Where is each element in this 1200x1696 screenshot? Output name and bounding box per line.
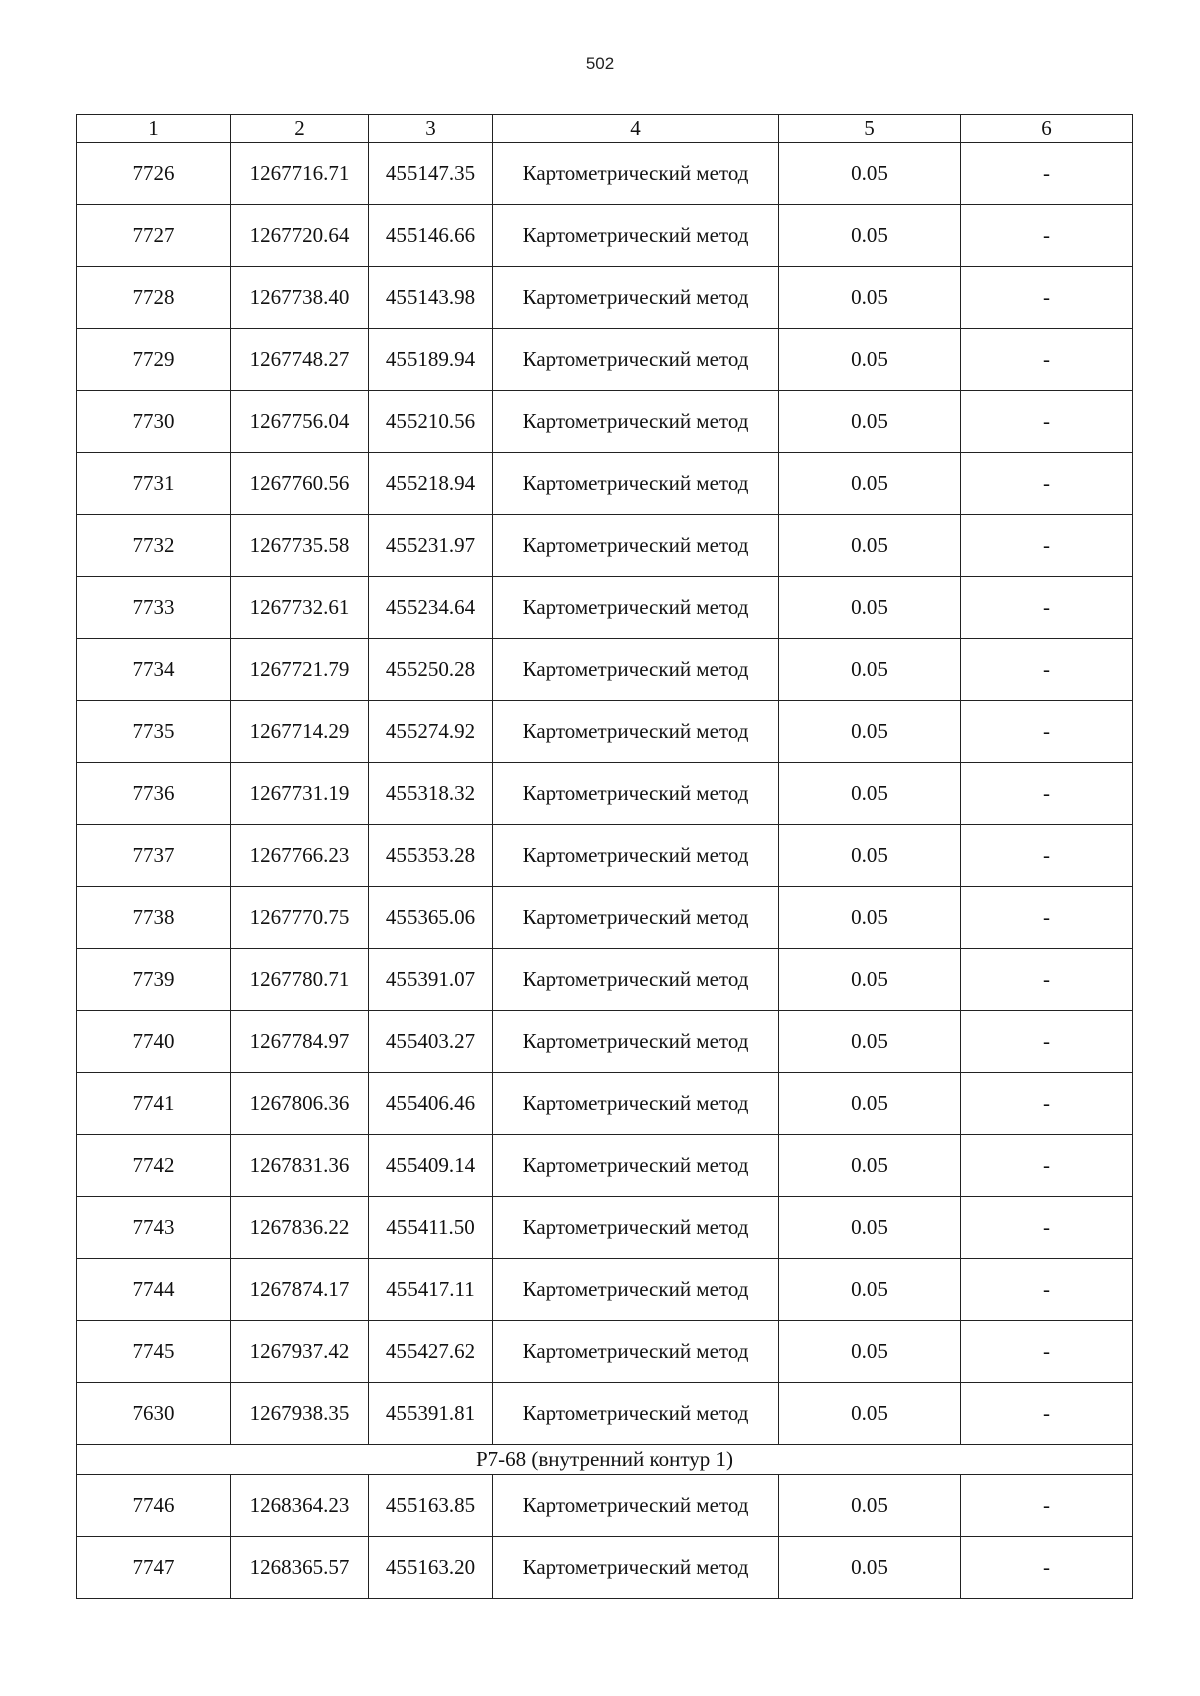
table-row xyxy=(77,267,1133,329)
table-row xyxy=(77,1073,1133,1135)
note-cell: - xyxy=(961,1537,1133,1599)
y-coordinate-cell: 455406.46 xyxy=(369,1073,493,1135)
section-row xyxy=(77,1445,1133,1475)
y-coordinate-cell: 455409.14 xyxy=(369,1135,493,1197)
table-row xyxy=(77,453,1133,515)
accuracy-cell: 0.05 xyxy=(779,887,961,949)
note-cell: - xyxy=(961,453,1133,515)
y-coordinate-cell: 455147.35 xyxy=(369,143,493,205)
method-cell: Картометрический метод xyxy=(493,1383,779,1445)
point-number-cell: 7630 xyxy=(77,1383,231,1445)
accuracy-cell: 0.05 xyxy=(779,1475,961,1537)
method-cell: Картометрический метод xyxy=(493,1197,779,1259)
table-row xyxy=(77,1383,1133,1445)
y-coordinate-cell: 455210.56 xyxy=(369,391,493,453)
note-cell: - xyxy=(961,329,1133,391)
method-cell: Картометрический метод xyxy=(493,577,779,639)
method-cell: Картометрический метод xyxy=(493,1135,779,1197)
x-coordinate-cell: 1267738.40 xyxy=(231,267,369,329)
column-header-5: 5 xyxy=(779,115,961,143)
point-number-cell: 7726 xyxy=(77,143,231,205)
point-number-cell: 7744 xyxy=(77,1259,231,1321)
note-cell: - xyxy=(961,1383,1133,1445)
table-row xyxy=(77,949,1133,1011)
note-cell: - xyxy=(961,143,1133,205)
point-number-cell: 7746 xyxy=(77,1475,231,1537)
section-title: Р7-68 (внутренний контур 1) xyxy=(77,1445,1133,1475)
note-cell: - xyxy=(961,1197,1133,1259)
method-cell: Картометрический метод xyxy=(493,949,779,1011)
x-coordinate-cell: 1268364.23 xyxy=(231,1475,369,1537)
y-coordinate-cell: 455163.85 xyxy=(369,1475,493,1537)
x-coordinate-cell: 1267735.58 xyxy=(231,515,369,577)
note-cell: - xyxy=(961,1475,1133,1537)
table-row xyxy=(77,825,1133,887)
method-cell: Картометрический метод xyxy=(493,453,779,515)
table-row xyxy=(77,639,1133,701)
x-coordinate-cell: 1267874.17 xyxy=(231,1259,369,1321)
accuracy-cell: 0.05 xyxy=(779,763,961,825)
note-cell: - xyxy=(961,763,1133,825)
point-number-cell: 7728 xyxy=(77,267,231,329)
accuracy-cell: 0.05 xyxy=(779,1537,961,1599)
accuracy-cell: 0.05 xyxy=(779,391,961,453)
x-coordinate-cell: 1267721.79 xyxy=(231,639,369,701)
y-coordinate-cell: 455427.62 xyxy=(369,1321,493,1383)
point-number-cell: 7731 xyxy=(77,453,231,515)
point-number-cell: 7727 xyxy=(77,205,231,267)
method-cell: Картометрический метод xyxy=(493,1475,779,1537)
accuracy-cell: 0.05 xyxy=(779,577,961,639)
x-coordinate-cell: 1267732.61 xyxy=(231,577,369,639)
method-cell: Картометрический метод xyxy=(493,1321,779,1383)
point-number-cell: 7729 xyxy=(77,329,231,391)
table-row xyxy=(77,515,1133,577)
y-coordinate-cell: 455417.11 xyxy=(369,1259,493,1321)
accuracy-cell: 0.05 xyxy=(779,267,961,329)
accuracy-cell: 0.05 xyxy=(779,701,961,763)
accuracy-cell: 0.05 xyxy=(779,1383,961,1445)
point-number-cell: 7737 xyxy=(77,825,231,887)
accuracy-cell: 0.05 xyxy=(779,1321,961,1383)
table-row xyxy=(77,577,1133,639)
table-row xyxy=(77,763,1133,825)
y-coordinate-cell: 455163.20 xyxy=(369,1537,493,1599)
method-cell: Картометрический метод xyxy=(493,391,779,453)
x-coordinate-cell: 1267770.75 xyxy=(231,887,369,949)
note-cell: - xyxy=(961,1011,1133,1073)
point-number-cell: 7743 xyxy=(77,1197,231,1259)
note-cell: - xyxy=(961,887,1133,949)
table-row xyxy=(77,1259,1133,1321)
note-cell: - xyxy=(961,577,1133,639)
y-coordinate-cell: 455189.94 xyxy=(369,329,493,391)
x-coordinate-cell: 1267937.42 xyxy=(231,1321,369,1383)
table-row xyxy=(77,701,1133,763)
y-coordinate-cell: 455403.27 xyxy=(369,1011,493,1073)
accuracy-cell: 0.05 xyxy=(779,949,961,1011)
method-cell: Картометрический метод xyxy=(493,143,779,205)
point-number-cell: 7732 xyxy=(77,515,231,577)
table-row xyxy=(77,205,1133,267)
table-header-row xyxy=(77,115,1133,143)
point-number-cell: 7738 xyxy=(77,887,231,949)
note-cell: - xyxy=(961,825,1133,887)
table-row xyxy=(77,1011,1133,1073)
point-number-cell: 7733 xyxy=(77,577,231,639)
column-header-1: 1 xyxy=(77,115,231,143)
point-number-cell: 7730 xyxy=(77,391,231,453)
table-row xyxy=(77,1197,1133,1259)
accuracy-cell: 0.05 xyxy=(779,1135,961,1197)
column-header-2: 2 xyxy=(231,115,369,143)
y-coordinate-cell: 455274.92 xyxy=(369,701,493,763)
table-row xyxy=(77,887,1133,949)
y-coordinate-cell: 455143.98 xyxy=(369,267,493,329)
x-coordinate-cell: 1267766.23 xyxy=(231,825,369,887)
note-cell: - xyxy=(961,391,1133,453)
x-coordinate-cell: 1267731.19 xyxy=(231,763,369,825)
column-header-3: 3 xyxy=(369,115,493,143)
y-coordinate-cell: 455231.97 xyxy=(369,515,493,577)
x-coordinate-cell: 1267836.22 xyxy=(231,1197,369,1259)
note-cell: - xyxy=(961,205,1133,267)
table-row xyxy=(77,329,1133,391)
x-coordinate-cell: 1267780.71 xyxy=(231,949,369,1011)
method-cell: Картометрический метод xyxy=(493,825,779,887)
point-number-cell: 7745 xyxy=(77,1321,231,1383)
table-row xyxy=(77,1135,1133,1197)
x-coordinate-cell: 1267748.27 xyxy=(231,329,369,391)
y-coordinate-cell: 455218.94 xyxy=(369,453,493,515)
point-number-cell: 7736 xyxy=(77,763,231,825)
column-header-6: 6 xyxy=(961,115,1133,143)
accuracy-cell: 0.05 xyxy=(779,639,961,701)
y-coordinate-cell: 455353.28 xyxy=(369,825,493,887)
column-header-4: 4 xyxy=(493,115,779,143)
x-coordinate-cell: 1267760.56 xyxy=(231,453,369,515)
method-cell: Картометрический метод xyxy=(493,1259,779,1321)
y-coordinate-cell: 455411.50 xyxy=(369,1197,493,1259)
point-number-cell: 7742 xyxy=(77,1135,231,1197)
note-cell: - xyxy=(961,701,1133,763)
x-coordinate-cell: 1268365.57 xyxy=(231,1537,369,1599)
method-cell: Картометрический метод xyxy=(493,701,779,763)
accuracy-cell: 0.05 xyxy=(779,205,961,267)
accuracy-cell: 0.05 xyxy=(779,453,961,515)
y-coordinate-cell: 455146.66 xyxy=(369,205,493,267)
point-number-cell: 7739 xyxy=(77,949,231,1011)
x-coordinate-cell: 1267806.36 xyxy=(231,1073,369,1135)
note-cell: - xyxy=(961,1135,1133,1197)
method-cell: Картометрический метод xyxy=(493,267,779,329)
point-number-cell: 7734 xyxy=(77,639,231,701)
y-coordinate-cell: 455391.07 xyxy=(369,949,493,1011)
method-cell: Картометрический метод xyxy=(493,515,779,577)
accuracy-cell: 0.05 xyxy=(779,1259,961,1321)
accuracy-cell: 0.05 xyxy=(779,329,961,391)
method-cell: Картометрический метод xyxy=(493,1011,779,1073)
table-row xyxy=(77,1321,1133,1383)
method-cell: Картометрический метод xyxy=(493,1537,779,1599)
y-coordinate-cell: 455250.28 xyxy=(369,639,493,701)
x-coordinate-cell: 1267938.35 xyxy=(231,1383,369,1445)
point-number-cell: 7747 xyxy=(77,1537,231,1599)
x-coordinate-cell: 1267716.71 xyxy=(231,143,369,205)
y-coordinate-cell: 455234.64 xyxy=(369,577,493,639)
method-cell: Картометрический метод xyxy=(493,1073,779,1135)
point-number-cell: 7735 xyxy=(77,701,231,763)
point-number-cell: 7740 xyxy=(77,1011,231,1073)
accuracy-cell: 0.05 xyxy=(779,1011,961,1073)
method-cell: Картометрический метод xyxy=(493,205,779,267)
x-coordinate-cell: 1267756.04 xyxy=(231,391,369,453)
method-cell: Картометрический метод xyxy=(493,639,779,701)
note-cell: - xyxy=(961,1321,1133,1383)
note-cell: - xyxy=(961,1259,1133,1321)
point-number-cell: 7741 xyxy=(77,1073,231,1135)
note-cell: - xyxy=(961,515,1133,577)
accuracy-cell: 0.05 xyxy=(779,515,961,577)
method-cell: Картометрический метод xyxy=(493,763,779,825)
page-number: 502 xyxy=(585,54,615,73)
y-coordinate-cell: 455318.32 xyxy=(369,763,493,825)
x-coordinate-cell: 1267714.29 xyxy=(231,701,369,763)
note-cell: - xyxy=(961,267,1133,329)
table-row xyxy=(77,1475,1133,1537)
y-coordinate-cell: 455391.81 xyxy=(369,1383,493,1445)
coordinates-table xyxy=(76,114,1133,1599)
method-cell: Картометрический метод xyxy=(493,887,779,949)
table-row xyxy=(77,143,1133,205)
note-cell: - xyxy=(961,639,1133,701)
x-coordinate-cell: 1267720.64 xyxy=(231,205,369,267)
table-row xyxy=(77,391,1133,453)
method-cell: Картометрический метод xyxy=(493,329,779,391)
accuracy-cell: 0.05 xyxy=(779,825,961,887)
accuracy-cell: 0.05 xyxy=(779,1197,961,1259)
x-coordinate-cell: 1267831.36 xyxy=(231,1135,369,1197)
accuracy-cell: 0.05 xyxy=(779,1073,961,1135)
x-coordinate-cell: 1267784.97 xyxy=(231,1011,369,1073)
y-coordinate-cell: 455365.06 xyxy=(369,887,493,949)
note-cell: - xyxy=(961,1073,1133,1135)
accuracy-cell: 0.05 xyxy=(779,143,961,205)
note-cell: - xyxy=(961,949,1133,1011)
table-row xyxy=(77,1537,1133,1599)
